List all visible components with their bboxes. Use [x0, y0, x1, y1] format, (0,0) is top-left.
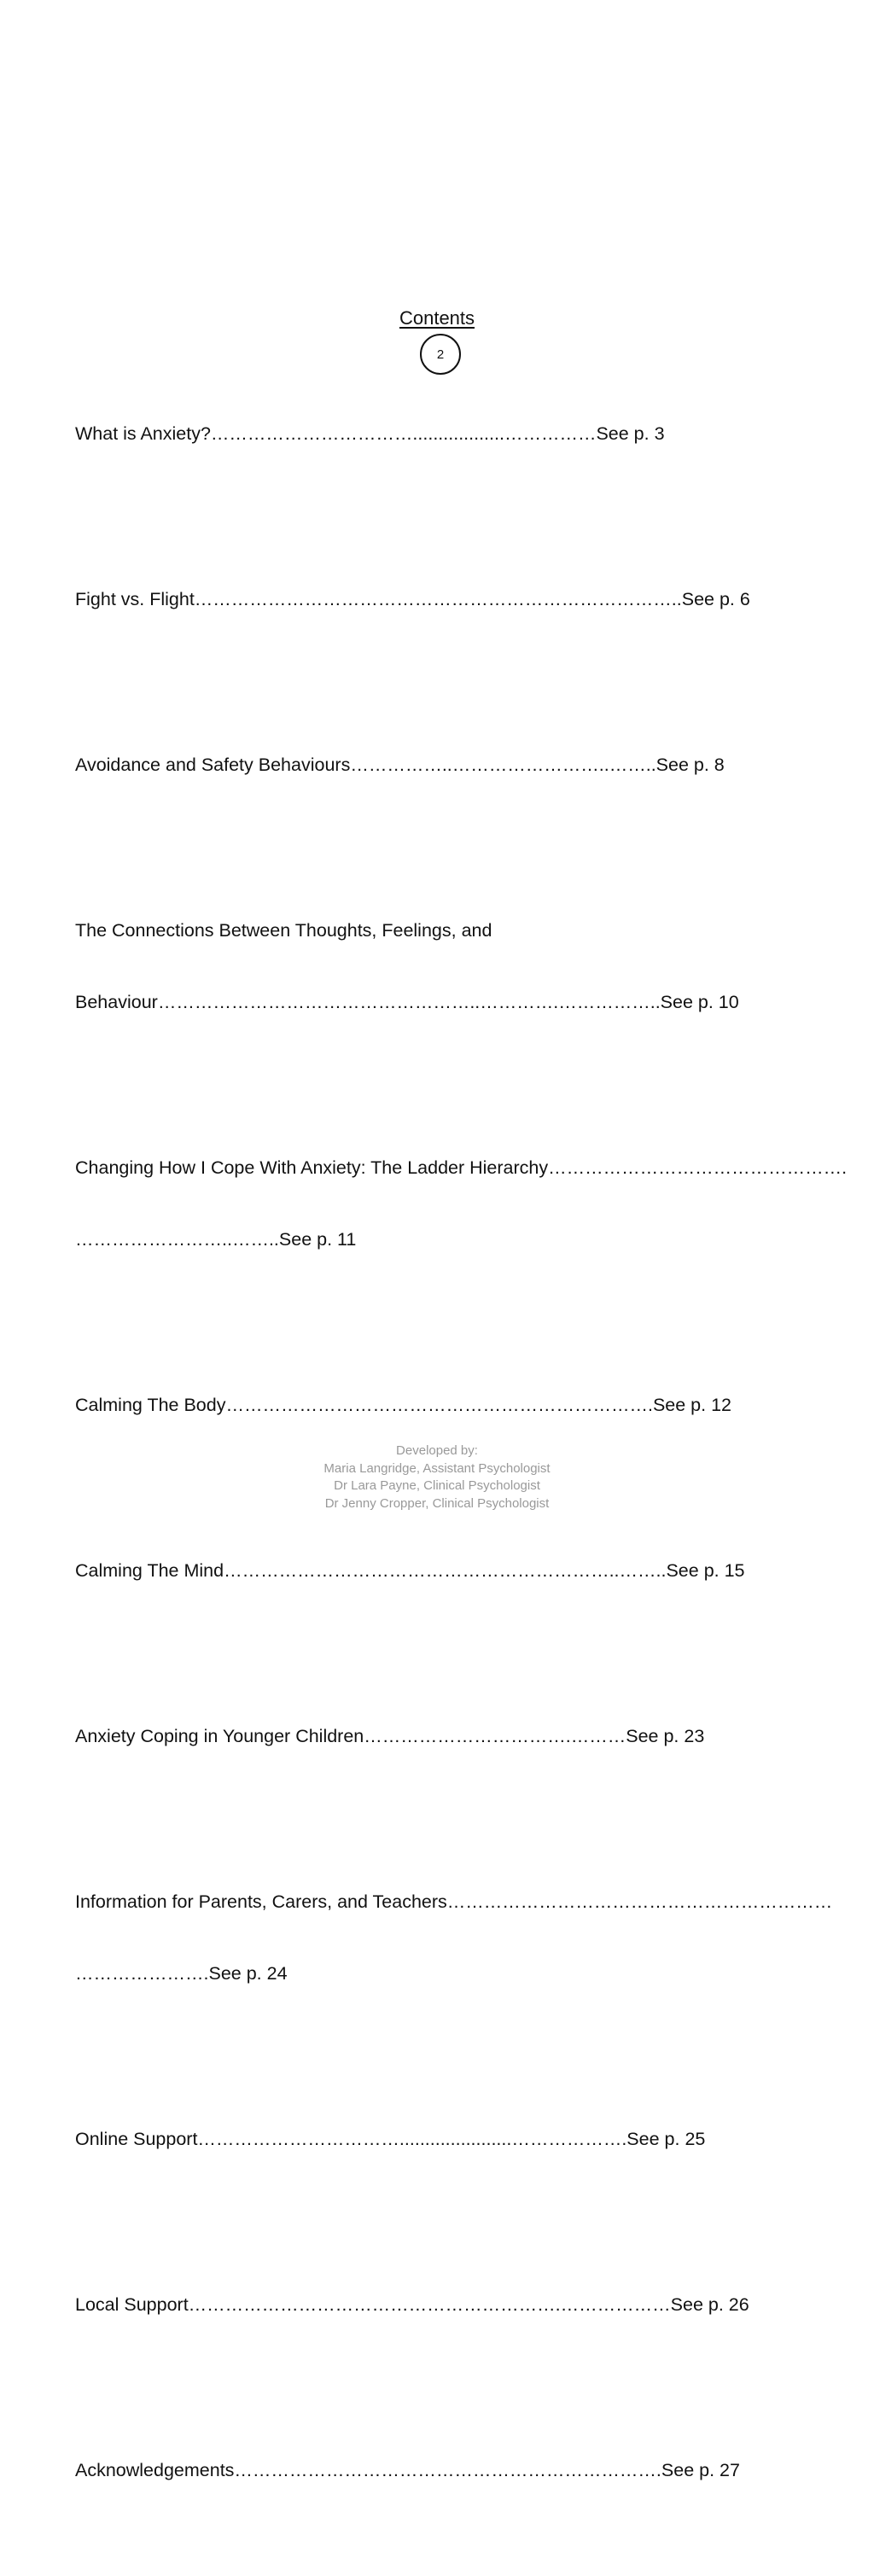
toc-entry-text: Avoidance and Safety Behaviours……………..……………………..……..See p. 8	[75, 755, 725, 775]
credits-footer	[0, 1442, 874, 1512]
page-number-badge: 2	[420, 334, 461, 375]
toc-entry-connections[interactable]	[75, 871, 809, 1062]
toc-entry-calming-mind[interactable]	[75, 1511, 809, 1630]
toc-entry-text: Calming The Mind………………………………………………………..……..See p. 15	[75, 1560, 745, 1581]
credit-person: Dr Jenny Cropper, Clinical Psychologist	[324, 1495, 550, 1511]
toc-entry-text: What is Anxiety?……………………………..................……………See p. 3	[75, 423, 665, 444]
toc-entry-text: Information for Parents, Carers, and Teachers………………………………………………………	[75, 1891, 833, 1912]
page-title: Contents	[399, 307, 475, 329]
toc-entry-fight-vs-flight[interactable]	[75, 539, 809, 659]
toc-entry-text-continued: ……………………..……..See p. 11	[75, 1229, 357, 1250]
toc-entry-text: Acknowledgements…………………………………………………………….See p. 27	[75, 2460, 740, 2480]
credits-heading: Developed by:	[396, 1443, 478, 1458]
credit-person: Maria Langridge, Assistant Psychologist	[323, 1460, 551, 1476]
toc-entry-text-continued: ………………….See p. 24	[75, 1963, 288, 1984]
toc-entry-ladder-hierarchy[interactable]	[75, 1108, 848, 1299]
toc-entry-parents-carers-teachers[interactable]	[75, 1842, 833, 2033]
toc-entry-avoidance[interactable]	[75, 705, 809, 825]
toc-entry-younger-children[interactable]	[75, 1676, 809, 1796]
credit-person: Dr Lara Payne, Clinical Psychologist	[334, 1478, 540, 1493]
toc-entry-text: Calming The Body…………………………………………………………….See p. 12	[75, 1395, 731, 1415]
toc-entry-text: Anxiety Coping in Younger Children…………………………….………See p. 23	[75, 1726, 705, 1746]
toc-entry-local-support[interactable]	[75, 2245, 809, 2364]
toc-entry-acknowledgements[interactable]	[75, 2410, 809, 2530]
toc-entry-text: Local Support…………………………………………………….………………See p. 26	[75, 2294, 749, 2315]
toc-entry-text: Changing How I Cope With Anxiety: The Ladder Hierarchy………………………………………….	[75, 1157, 848, 1178]
toc-entry-text: The Connections Between Thoughts, Feelings, and	[75, 920, 492, 941]
toc-entry-online-support[interactable]	[75, 2079, 809, 2199]
toc-entry-text: Fight vs. Flight……………………………………………………………………..See p. 6	[75, 589, 750, 609]
toc-entry-what-is-anxiety[interactable]	[75, 374, 809, 493]
toc-entry-text-continued: Behaviour……………………………………………..………….……………..See p. 10	[75, 992, 739, 1012]
toc-entry-text: Online Support……………………………......................……………….See p. 25	[75, 2129, 706, 2149]
